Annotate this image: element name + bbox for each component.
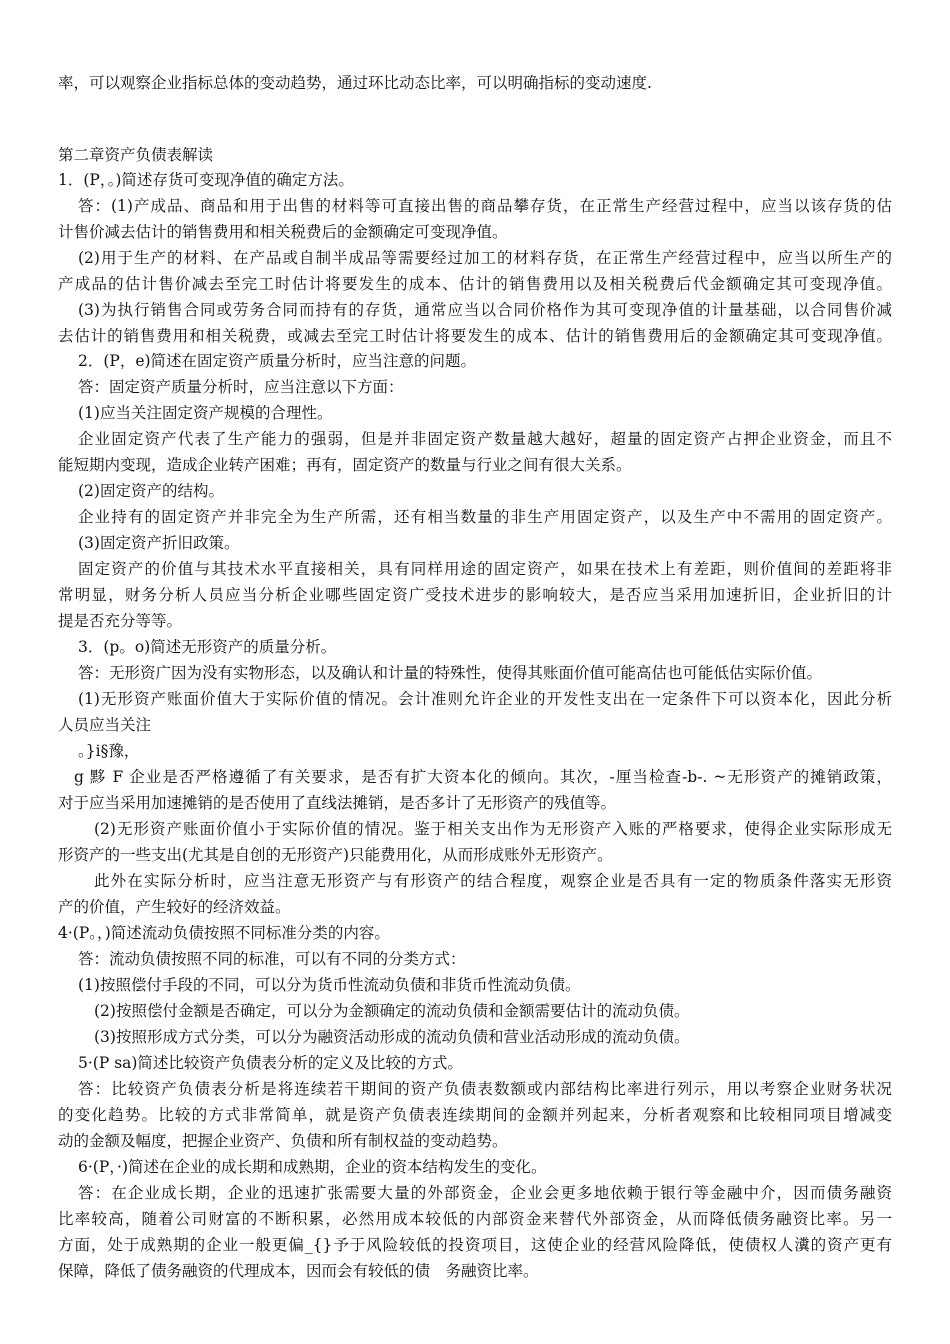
- question-heading: 4·(P。，)简述流动负债按照不同标准分类的内容。: [58, 924, 390, 942]
- paragraph-line: 计售价减去估计的销售费用和相关税费后的金额确定可变现净值。: [58, 223, 508, 241]
- paragraph-line: 产成品的估计售价减去至完工时估计将要发生的成本、估计的销售费用以及相关税费后代金额确定其可变现净值。: [58, 275, 892, 293]
- paragraph-line: 比率较高，随着公司财富的不断积累，必然用成本较低的内部资金来替代外部资金，从而降低债务融资比率。另一: [58, 1210, 892, 1228]
- paragraph-line: 人员应当关注: [58, 716, 152, 734]
- paragraph-line: (2)固定资产的结构。: [78, 482, 224, 500]
- paragraph-line: 企业持有的固定资产并非完全为生产所需，还有相当数量的非生产用固定资产，以及生产中不需用的固定资产。: [78, 508, 892, 526]
- question-heading: 6·(P，·)简述在企业的成长期和成熟期，企业的资本结构发生的变化。: [78, 1158, 547, 1176]
- paragraph-line: 答：(1)产成品、商品和用于出售的材料等可直接出售的商品攀存货，在正常生产经营过程中，应当以该存货的估: [78, 197, 892, 215]
- paragraph-line: (3)固定资产折旧政策。: [78, 534, 240, 552]
- paragraph-line: 去估计的销售费用和相关税费，或减去至完工时估计将要发生的成本、估计的销售费用后的金额确定其可变现净值。: [58, 327, 892, 345]
- paragraph-line: 答：流动负债按照不同的标准，可以有不同的分类方式：: [78, 950, 466, 968]
- question-heading: 5·(P sa)简述比较资产负债表分析的定义及比较的方式。: [78, 1054, 463, 1072]
- paragraph-line: (2)用于生产的材料、在产品或自制半成品等需要经过加工的材料存货，在正常生产经营过程中，应当以所生产的: [78, 249, 892, 267]
- paragraph-line: 固定资产的价值与其技术水平直接相关，具有同样用途的固定资产，如果在技术上有差距，则价值间的差距将非: [78, 560, 892, 578]
- paragraph-line: 保障，降低了债务融资的代理成本，因而会有较低的债 务融资比率。: [58, 1262, 539, 1280]
- paragraph-line: (1)按照偿付手段的不同，可以分为货币性流动负债和非货币性流动负债。: [78, 976, 581, 994]
- paragraph-line: 常明显，财务分析人员应当分析企业哪些固定资广受技术进步的影响较大，是否应当采用加速折旧，企业折旧的计: [58, 586, 892, 604]
- paragraph-line: (2)按照偿付金额是否确定，可以分为金额确定的流动负债和金额需要估计的流动负债。: [94, 1002, 690, 1020]
- question-heading: 1．(P，。)简述存货可变现净值的确定方法。: [58, 171, 354, 189]
- paragraph-line: 对于应当采用加速摊销的是否使用了直线法摊销，是否多计了无形资产的残值等。: [58, 794, 617, 812]
- paragraph-line: 动的金额及幅度，把握企业资产、负债和所有制权益的变动趋势。: [58, 1132, 508, 1150]
- paragraph-line: 的变化趋势。比较的方式非常简单，就是资产负债表连续期间的金额并列起来，分析者观察和比较相同项目增减变: [58, 1106, 892, 1124]
- paragraph-line: 方面，处于成熟期的企业一般更偏_{}予于风险较低的投资项目，这使企业的经营风险降低，使债权人瀵的资产更有: [58, 1236, 892, 1254]
- question-heading: 2．(P，e)简述在固定资产质量分析时，应当注意的问题。: [78, 352, 477, 370]
- paragraph-line: 答：无形资广因为没有实物形态，以及确认和计量的特殊性，使得其账面价值可能高估也可能低估实际价值。: [78, 664, 823, 682]
- paragraph-line: 此外在实际分析时，应当注意无形资产与有形资产的结合程度，观察企业是否具有一定的物质条件落实无形资: [94, 872, 892, 890]
- paragraph-line: (2)无形资产账面价值小于实际价值的情况。鉴于相关支出作为无形资产入账的严格要求，使得企业实际形成无: [94, 820, 892, 838]
- paragraph-line: (1)应当关注固定资产规模的合理性。: [78, 404, 333, 422]
- paragraph-line: (3)按照形成方式分类，可以分为融资活动形成的流动负债和营业活动形成的流动负债。: [94, 1028, 690, 1046]
- paragraph-line: 企业固定资产代表了生产能力的强弱，但是并非固定资产数量越大越好，超量的固定资产占押企业资金，而且不: [78, 430, 892, 448]
- paragraph-line: 提是否充分等等。: [58, 612, 183, 630]
- paragraph-line: 形资产的一些支出(尤其是自创的无形资产)只能费用化，从而形成账外无形资产。: [58, 846, 613, 864]
- chapter-title: 第二章资产负债表解读: [58, 146, 214, 164]
- paragraph-line: 。}i§豫，: [78, 742, 140, 760]
- paragraph-line: 答：比较资产负债表分析是将连续若干期间的资产负债表数额或内部结构比率进行列示，用以考察企业财务状况: [78, 1080, 892, 1098]
- paragraph-line: (1)无形资产账面价值大于实际价值的情况。会计准则允许企业的开发性支出在一定条件下可以资本化，因此分析: [78, 690, 892, 708]
- paragraph-line: g 黟 F 企业是否严格遵循了有关要求，是否有扩大资本化的倾向。其次，-厘当检查-b-. ~无形资产的摊销政策，: [74, 768, 892, 786]
- paragraph-line: 答：在企业成长期，企业的迅速扩张需要大量的外部资金，企业会更多地依赖于银行等金融中介，因而债务融资: [78, 1184, 892, 1202]
- question-heading: 3．(p。o)简述无形资产的质量分析。: [78, 638, 337, 656]
- paragraph-line: 率，可以观察企业指标总体的变动趋势，通过环比动态比率，可以明确指标的变动速度.: [58, 74, 652, 92]
- paragraph-line: 能短期内变现，造成企业转产困难；再有，固定资产的数量与行业之间有很大关系。: [58, 456, 632, 474]
- paragraph-line: 产的价值，产生较好的经济效益。: [58, 898, 291, 916]
- paragraph-line: 答：固定资产质量分析时，应当注意以下方面：: [78, 378, 404, 396]
- paragraph-line: (3)为执行销售合同或劳务合同而持有的存货，通常应当以合同价格作为其可变现净值的计量基础，以合同售价减: [78, 301, 892, 319]
